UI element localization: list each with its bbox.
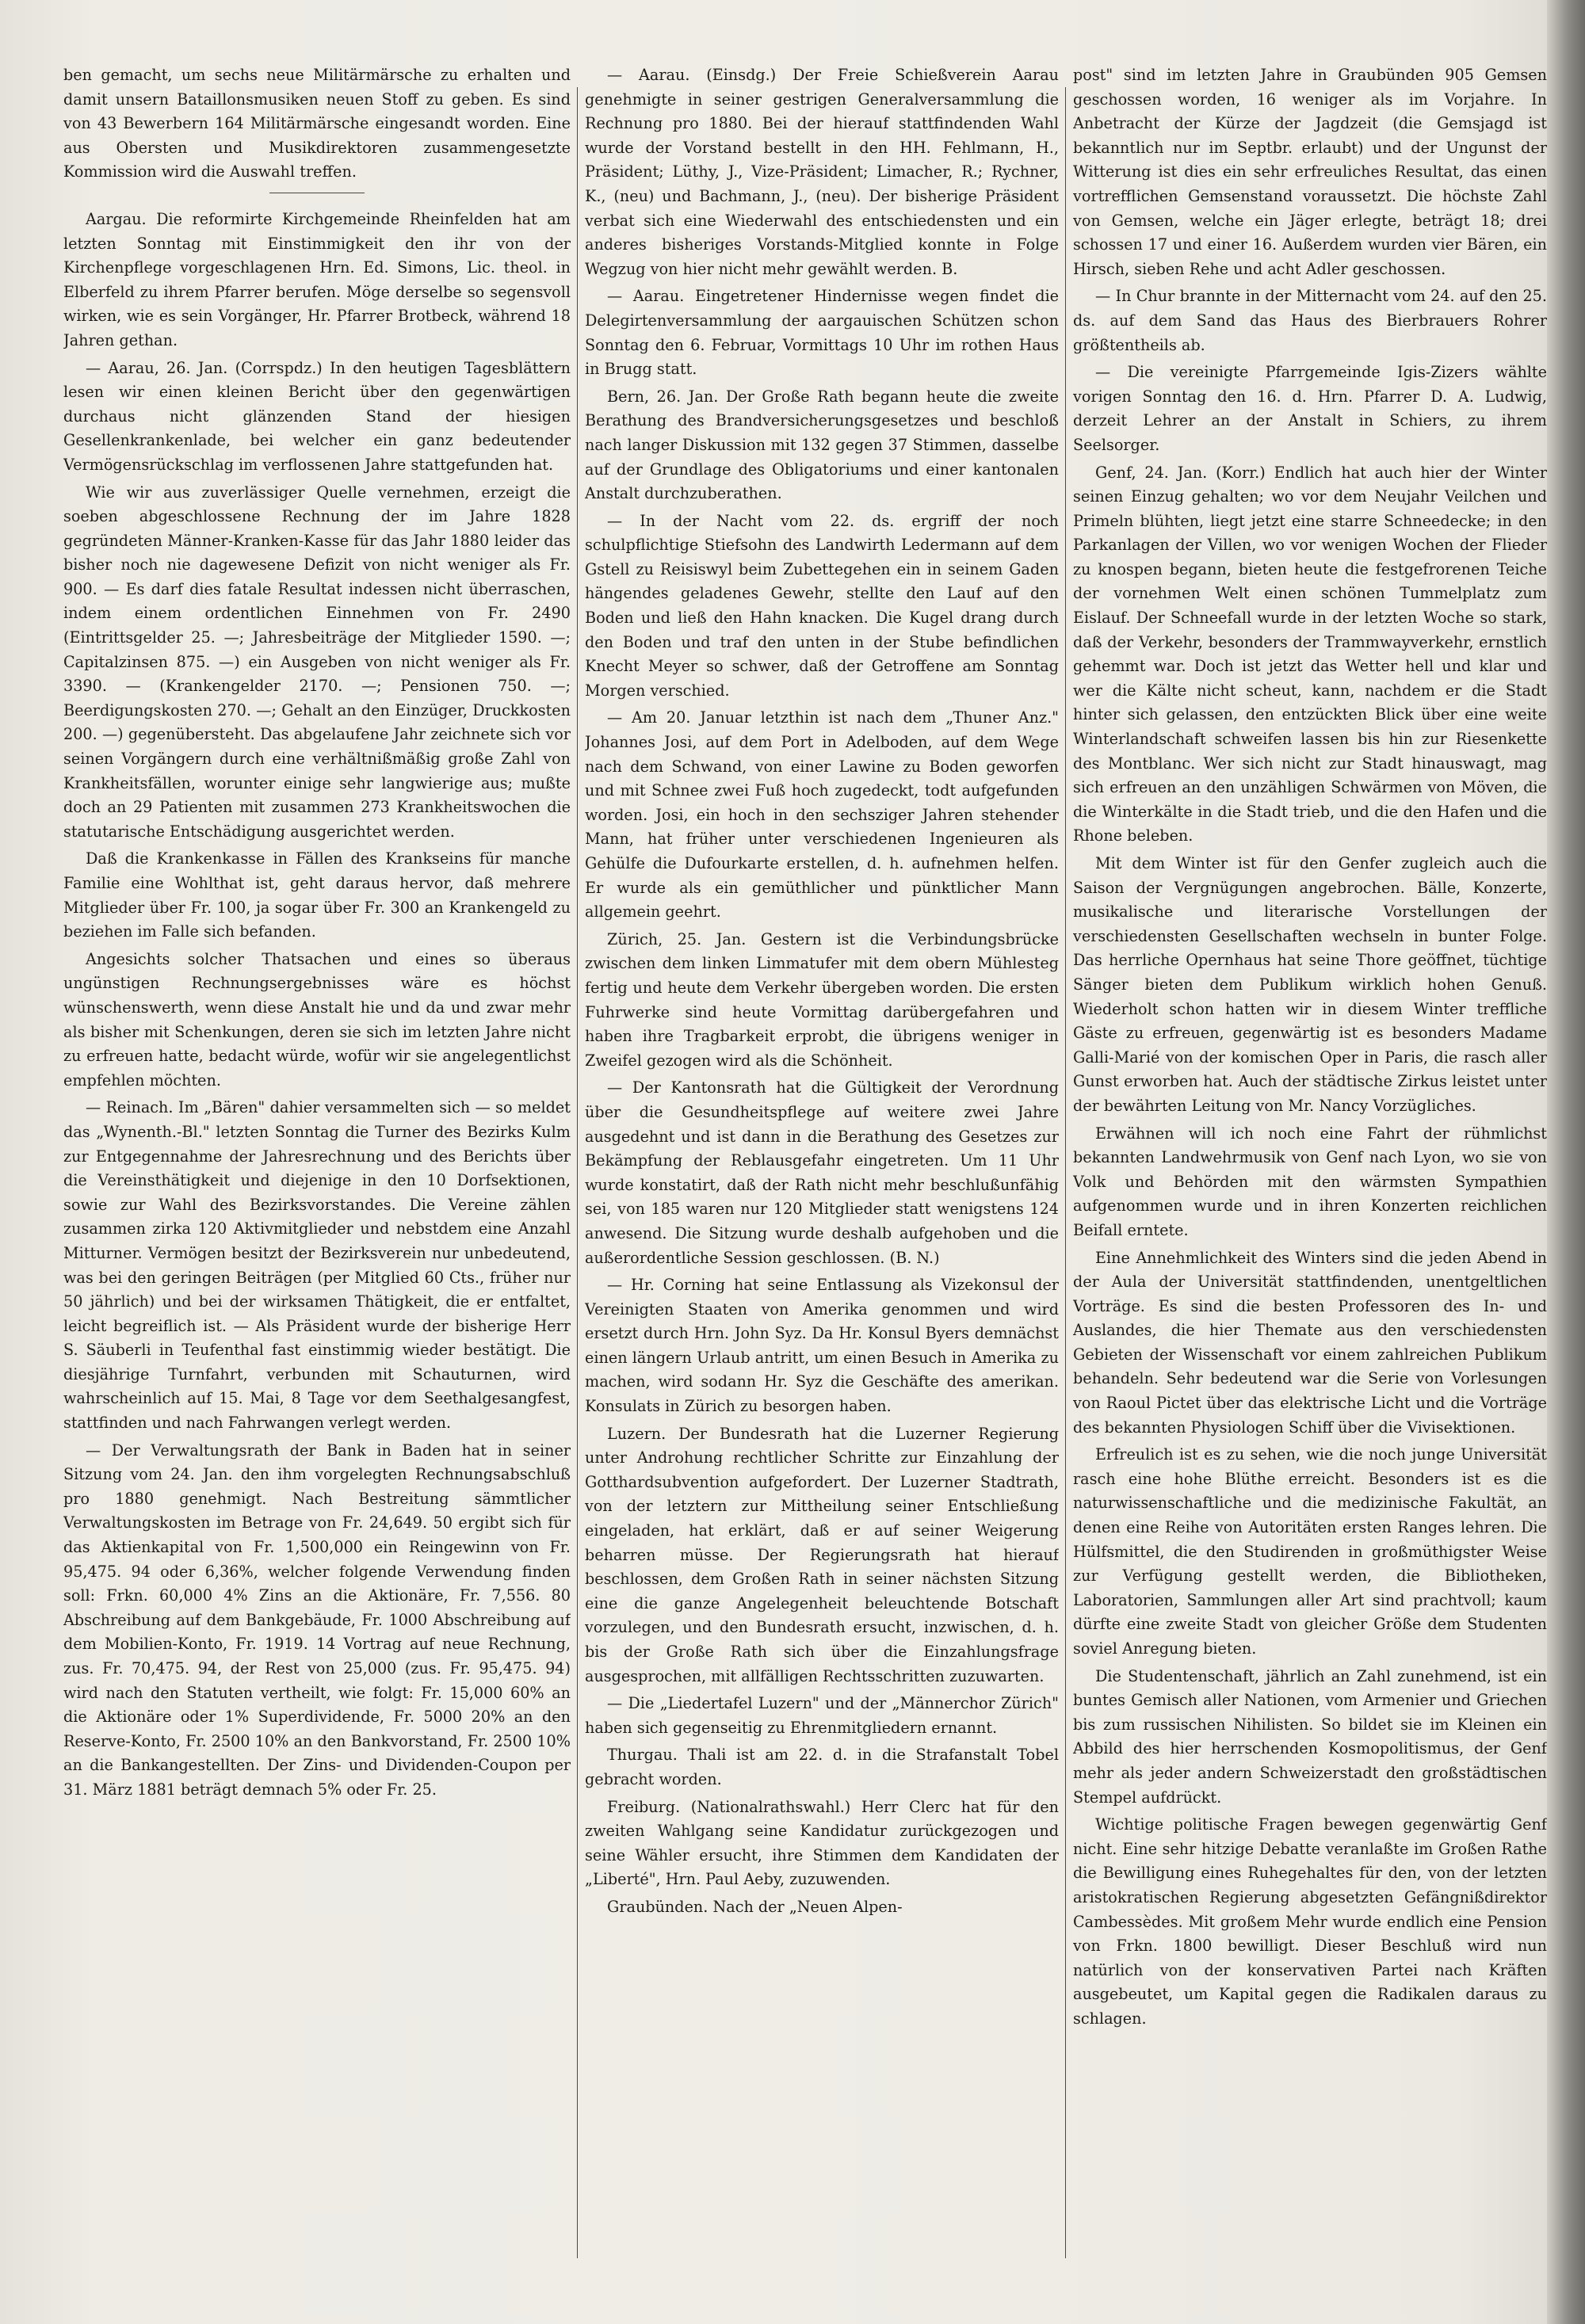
article-paragraph: — Aarau, 26. Jan. (Corrspdz.) In den heutigen Tagesblättern lesen wir einen kleinen Bericht über den gegenwärtigen durchaus nicht glänzenden Stand der hiesigen Gesellenkrankenlade, bei welcher ein ganz bedeutender Vermögensrückschlag im verflossenen Jahre stattgefunden hat. bbox=[63, 358, 571, 474]
article-paragraph: — Hr. Corning hat seine Entlassung als Vizekonsul der Vereinigten Staaten von Amerika genommen und wird ersetzt durch Hrn. John Syz. Da Hr. Konsul Byers demnächst einen längern Urlaub antritt, um einen Besuch in Amerika zu machen, wird sodann Hr. Syz die Geschäfte des amerikan. Konsulats in Zürich zu besorgen haben. bbox=[585, 1276, 1059, 1416]
article-paragraph: — In Chur brannte in der Mitternacht vom 24. auf den 25. ds. auf dem Sand das Haus des Bierbrauers Rohrer größtentheils ab. bbox=[1073, 287, 1547, 354]
article-paragraph: Daß die Krankenkasse in Fällen des Krankseins für manche Familie eine Wohlthat ist, geht daraus hervor, daß mehrere Mitglieder über Fr. 100, ja sogar über Fr. 300 an Krankengeld zu beziehen im Falle sich befanden. bbox=[63, 849, 571, 941]
article-paragraph: Mit dem Winter ist für den Genfer zugleich auch die Saison der Vergnügungen angebrochen. Bälle, Konzerte, musikalische und literarische Vorstellungen der verschiedensten Gesellschaften wechseln in bunter Folge. Das herrliche Opernhaus hat seine Thore geöffnet, tüchtige Sänger bieten dem Publikum wirklich hohen Genuß. Wiederholt schon hatten wir in diesem Winter treffliche Gäste zu erfreuen, gegenwärtig ist es besonders Madame Galli-Marié von der komischen Oper in Paris, die rasch aller Gunst erworben hat. Auch der städtische Zirkus leistet unter der bewährten Leitung von Mr. Nancy Vorzügliches. bbox=[1073, 854, 1547, 1115]
article-paragraph: Zürich, 25. Jan. Gestern ist die Verbindungsbrücke zwischen dem linken Limmatufer mit dem obern Mühlesteg fertig und heute dem Verkehr übergeben worden. Die ersten Fuhrwerke sind heute Vormittag darübergefahren und haben ihre Tragbarkeit erprobt, die übrigens weniger in Zweifel gezogen wird als die Schönheit. bbox=[585, 929, 1059, 1070]
article-paragraph: Bern, 26. Jan. Der Große Rath begann heute die zweite Berathung des Brandversicherungsgesetzes und beschloß nach langer Diskussion mit 132 gegen 37 Stimmen, dasselbe auf der Grundlage des Obligatoriums und einer kantonalen Anstalt durchzuberathen. bbox=[585, 387, 1059, 503]
article-paragraph: Graubünden. Nach der „Neuen Alpen- bbox=[607, 1897, 903, 1916]
page-edge-shadow bbox=[1547, 0, 1585, 2324]
column-middle bbox=[585, 63, 1059, 2306]
article-paragraph: Thurgau. Thali ist am 22. d. in die Strafanstalt Tobel gebracht worden. bbox=[585, 1746, 1059, 1788]
column-right bbox=[1073, 63, 1547, 2306]
article-paragraph: — Der Kantonsrath hat die Gültigkeit der Verordnung über die Gesundheitspflege auf weitere zwei Jahre ausgedehnt und ist dann in die Berathung des Gesetzes zur Bekämpfung der Reblausgefahr eingetreten. Um 11 Uhr wurde konstatirt, daß der Rath nicht mehr beschlußunfähig sei, von 185 waren nur 120 Mitglieder statt wenigstens 124 anwesend. Die Sitzung wurde deshalb aufgehoben und die außerordentliche Session geschlossen. (B. N.) bbox=[585, 1078, 1059, 1267]
article-paragraph: — Aarau. Eingetretener Hindernisse wegen findet die Delegirtenversammlung der aargauischen Schützen schon Sonntag den 6. Februar, Vormittags 10 Uhr im rothen Haus in Brugg statt. bbox=[585, 287, 1059, 379]
article-paragraph: — Reinach. Im „Bären" dahier versammelten sich — so meldet das „Wynenth.-Bl." letzten Sonntag die Turner des Bezirks Kulm zur Entgegennahme der Jahresrechnung und des Berichts über die Vereinsthätigkeit und diejenige in den 10 Dorfsektionen, sowie zur Wahl des Bezirksvorstandes. Die Vereine zählen zusammen zirka 120 Aktivmitglieder und nebstdem eine Anzahl Mitturner. Vermögen besitzt der Bezirksverein nur unbedeutend, was bei den geringen Beiträgen (per Mitglied 60 Cts., früher nur 50 jährlich) und bei der wirksamen Thätigkeit, die er entfaltet, leicht begreiflich ist. — Als Präsident wurde der bisherige Herr S. Säuberli in Teufenthal fast einstimmig wieder bestätigt. Die diesjährige Turnfahrt, verbunden mit Schauturnen, wird wahrscheinlich auf 15. Mai, 8 Tage vor dem Seethalgesangfest, stattfinden und nach Fahrwangen verlegt werden. bbox=[63, 1098, 571, 1433]
article-paragraph: — In der Nacht vom 22. ds. ergriff der noch schulpflichtige Stiefsohn des Landwirth Ledermann auf dem Gstell zu Reisiswyl beim Zubettegehen ein in seinem Gaden hängendes geladenes Gewehr, stellte den Lauf auf den Boden und ließ den Hahn knacken. Die Kugel drang durch den Boden und traf den unten in der Stube befindlichen Knecht Meyer so schwer, daß der Getroffene am Sonntag Morgen verschied. bbox=[585, 511, 1059, 700]
article-paragraph: — Die „Liedertafel Luzern" und der „Männerchor Zürich" haben sich gegenseitig zu Ehrenmitgliedern ernannt. bbox=[585, 1694, 1059, 1737]
article-paragraph: Die Studentenschaft, jährlich an Zahl zunehmend, ist ein buntes Gemisch aller Nationen, vom Armenier und Griechen bis zum russischen Nihilisten. So bildet sie im Kleinen ein Abbild des hier herrschenden Kosmopolitismus, der Genf mehr als jeder andern Schweizerstadt den großstädtischen Stempel aufdrückt. bbox=[1073, 1666, 1547, 1807]
article-paragraph: Luzern. Der Bundesrath hat die Luzerner Regierung unter Androhung rechtlicher Schritte zur Einzahlung der Gotthardsubvention aufgefordert. Der Luzerner Stadtrath, von der letztern zur Mittheilung seiner Entschließung eingeladen, hat erklärt, daß er auf seiner Weigerung beharren müsse. Der Regierungsrath hat hierauf beschlossen, dem Großen Rath in seiner nächsten Sitzung eine die ganze Angelegenheit beleuchtende Botschaft vorzulegen, und den Bundesrath ersucht, inzwischen, d. h. bis der Große Rath sich über die Einzahlungsfrage ausgesprochen, mit allfälligen Rechtsschritten zuzuwarten. bbox=[585, 1424, 1059, 1685]
article-paragraph: Freiburg. (Nationalrathswahl.) Herr Clerc hat für den zweiten Wahlgang seine Kandidatur zurückgezogen und seine Wähler ersucht, ihre Stimmen dem Kandidaten der „Liberté", Hrn. Paul Aeby, zuzuwenden. bbox=[585, 1797, 1059, 1889]
article-paragraph: Wie wir aus zuverlässiger Quelle vernehmen, erzeigt die soeben abgeschlossene Rechnung der im Jahre 1828 gegründeten Männer-Kranken-Kasse für das Jahr 1880 leider das bisher noch nie dagewesene Defizit von nicht weniger als Fr. 900. — Es darf dies fatale Resultat indessen nicht überraschen, indem einem ordentlichen Einnehmen von Fr. 2490 (Eintrittsgelder 25. —; Jahresbeiträge der Mitglieder 1590. —; Capitalzinsen 875. —) ein Ausgeben von nicht weniger als Fr. 3390. — (Krankengelder 2170. —; Pensionen 750. —; Beerdigungskosten 270. —; Gehalt an den Einzüger, Druckkosten 200. —) gegenübersteht. Das abgelaufene Jahr zeichnete sich vor seinen Vorgängern durch eine verhältnißmäßig große Zahl von Krankheitsfällen, worunter einige sehr langwierige aus; mußte doch an 29 Patienten mit zusammen 273 Krankheitswochen die statutarische Entschädigung ausgerichtet werden. bbox=[63, 483, 571, 841]
article-paragraph: — Der Verwaltungsrath der Bank in Baden hat in seiner Sitzung vom 24. Jan. den ihm vorgelegten Rechnungsabschluß pro 1880 genehmigt. Nach Bestreitung sämmtlicher Verwaltungskosten im Betrage von Fr. 24,649. 50 ergibt sich für das Aktienkapital von Fr. 1,500,000 ein Reingewinn von Fr. 95,475. 94 oder 6,36%, welcher folgende Verwendung finden soll: Frkn. 60,000 4% Zins an die Aktionäre, Fr. 7,556. 80 Abschreibung auf dem Bankgebäude, Fr. 1000 Abschreibung auf dem Mobilien-Konto, Fr. 1919. 14 Vortrag auf neue Rechnung, zus. Fr. 70,475. 94, der Rest von 25,000 (zus. Fr. 95,475. 94) wird nach den Statuten vertheilt, wie folgt: Fr. 15,000 60% an die Aktionäre oder 1% Superdividende, Fr. 5000 20% an den Reserve-Konto, Fr. 2500 10% an den Bankvorstand, Fr. 2500 10% an die Bankangestellten. Der Zins- und Dividenden-Coupon per 31. März 1881 beträgt demnach 5% oder Fr. 25. bbox=[63, 1441, 571, 1799]
article-paragraph: Erfreulich ist es zu sehen, wie die noch junge Universität rasch eine hohe Blüthe erreicht. Besonders ist es die naturwissenschaftliche und die medizinische Fakultät, an denen eine Reihe von Autoritäten ersten Ranges lehren. Die Hülfsmittel, die den Studirenden in großmüthigster Weise zur Verfügung gestellt werden, die Bibliotheken, Laboratorien, Sammlungen aller Art sind prachtvoll; kaum dürfte eine zweite Stadt von gleicher Größe dem Studenten soviel Anregung bieten. bbox=[1073, 1445, 1547, 1658]
column-left bbox=[63, 63, 571, 2306]
column-rule bbox=[577, 87, 578, 2258]
article-paragraph: Aargau. Die reformirte Kirchgemeinde Rheinfelden hat am letzten Sonntag mit Einstimmigkeit den ihr von der Kirchenpflege vorgeschlagenen Hrn. Ed. Simons, Lic. theol. in Elberfeld zu ihrem Pfarrer berufen. Möge derselbe so segensvoll wirken, wie es sein Vorgänger, Hr. Pfarrer Brotbeck, während 18 Jahren gethan. bbox=[63, 209, 571, 349]
article-paragraph: ben gemacht, um sechs neue Militärmärsche zu erhalten und damit unsern Bataillonsmusiken neuen Stoff zu geben. Es sind von 43 Bewerbern 164 Militärmärsche eingesandt worden. Eine aus Obersten und Musikdirektoren zusammengesetzte Kommission wird die Auswahl treffen. bbox=[63, 66, 571, 181]
article-paragraph: Genf, 24. Jan. (Korr.) Endlich hat auch hier der Winter seinen Einzug gehalten; wo vor dem Neujahr Veilchen und Primeln blühten, liegt jetzt eine starre Schneedecke; in den Parkanlagen der Villen, wo vor wenigen Wochen der Flieder zu knospen begann, bieten heute die festgefrorenen Teiche der vornehmen Welt einen schönen Tummelplatz zum Eislauf. Der Schneefall wurde in der letzten Woche so stark, daß der Verkehr, besonders der Trammwayverkehr, ernstlich gehemmt war. Doch ist jetzt das Wetter hell und klar und wer die Kälte nicht scheut, kann, nachdem er die Stadt hinter sich gelassen, den entzückten Blick über eine weite Winterlandschaft schweifen lassen bis hin zur Riesenkette des Montblanc. Wer sich nicht zur Stadt hinauswagt, mag sich erfreuen an den unzähligen Schwärmen von Möven, die die Winterkälte in die Stadt trieb, und die den Hafen und die Rhone beleben. bbox=[1073, 463, 1547, 845]
article-paragraph: — Am 20. Januar letzthin ist nach dem „Thuner Anz." Johannes Josi, auf dem Port in Adelboden, auf dem Wege nach dem Schwand, von einer Lawine zu Boden geworfen und mit Schnee zwei Fuß hoch zugedeckt, todt aufgefunden worden. Josi, ein hoch in den sechsziger Jahren stehender Mann, hat früher unter verschiedenen Ingenieuren als Gehülfe die Dufourkarte erstellen, d. h. aufnehmen helfen. Er wurde als ein gemüthlicher und pünktlicher Mann allgemein geehrt. bbox=[585, 708, 1059, 922]
article-paragraph: post" sind im letzten Jahre in Graubünden 905 Gemsen geschossen worden, 16 weniger als im Vorjahre. In Anbetracht der Kürze der Jagdzeit (die Gemsjagd ist bekanntlich nur im Septbr. erlaubt) und der Ungunst der Witterung ist dies ein sehr erfreuliches Resultat, das einen vortrefflichen Gemsenstand voraussetzt. Die höchste Zahl von Gemsen, welche ein Jäger erlegte, beträgt 18; drei schossen 17 und einer 16. Außerdem wurden vier Bären, ein Hirsch, sieben Rehe und acht Adler geschossen. bbox=[1073, 66, 1547, 278]
article-paragraph: Wichtige politische Fragen bewegen gegenwärtig Genf nicht. Eine sehr hitzige Debatte veranlaßte im Großen Rathe die Bewilligung eines Ruhegehaltes für den, von der letzten aristokratischen Regierung abgesetzten Gefängnißdirektor Cambessèdes. Mit großem Mehr wurde endlich eine Pension von Frkn. 1800 bewilligt. Dieser Beschluß wird nun natürlich von der konservativen Partei nach Kräften ausgebeutet, um Kapital gegen die Radikalen daraus zu schlagen. bbox=[1073, 1815, 1547, 2028]
article-paragraph: Angesichts solcher Thatsachen und eines so überaus ungünstigen Rechnungsergebnisses wäre es höchst wünschenswerth, wenn diese Anstalt hie und da und zwar mehr als bisher mit Schenkungen, deren sie sich im letzten Jahre nicht zu erfreuen hatte, bedacht würde, wofür wir sie angelegentlichst empfehlen möchten. bbox=[63, 949, 571, 1089]
article-paragraph: — Aarau. (Einsdg.) Der Freie Schießverein Aarau genehmigte in seiner gestrigen Generalversammlung die Rechnung pro 1880. Bei der hierauf stattfindenden Wahl wurde der Vorstand bestellt in den HH. Fehlmann, H., Präsident; Lüthy, J., Vize-Präsident; Limacher, R.; Rychner, K., (neu) und Bachmann, J., (neu). Der bisherige Präsident verbat sich eine Wiederwahl des entschiedensten und ein anderes bisheriges Vorstands-Mitglied konnte in Folge Wegzug von hier nicht mehr gewählt werden. B. bbox=[585, 66, 1059, 278]
article-paragraph: — Die vereinigte Pfarrgemeinde Igis-Zizers wählte vorigen Sonntag den 16. d. Hrn. Pfarrer D. A. Ludwig, derzeit Lehrer an der Anstalt in Schiers, zu ihrem Seelsorger. bbox=[1073, 363, 1547, 454]
article-paragraph: Eine Annehmlichkeit des Winters sind die jeden Abend in der Aula der Universität stattfindenden, unentgeltlichen Vorträge. Es sind die besten Professoren des In- und Auslandes, die hier Themate aus den verschiedensten Gebieten der Wissenschaft vor einem zahlreichen Publikum behandeln. Sehr bedeutend war die Serie von Vorlesungen von Raoul Pictet über das elektrische Licht und die Vorträge des bekannten Physiologen Schiff über die Vivisektionen. bbox=[1073, 1248, 1547, 1437]
column-rule bbox=[1065, 87, 1066, 2258]
article-paragraph: Erwähnen will ich noch eine Fahrt der rühmlichst bekannten Landwehrmusik von Genf nach Lyon, wo sie von Volk und Behörden mit den wärmsten Sympathien aufgenommen wurde und in ihren Konzerten reichlichen Beifall erntete. bbox=[1073, 1124, 1547, 1239]
